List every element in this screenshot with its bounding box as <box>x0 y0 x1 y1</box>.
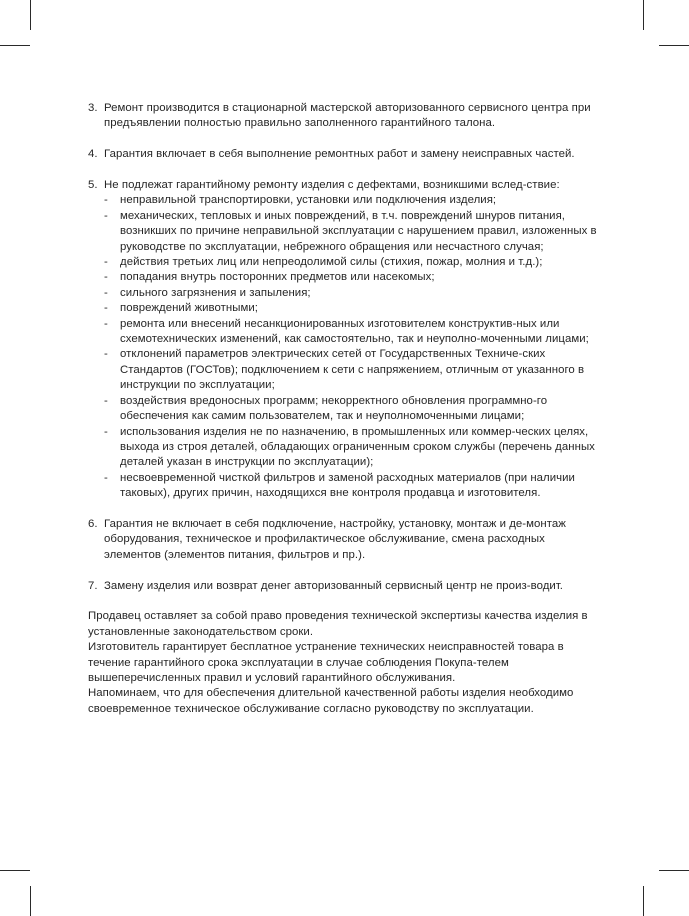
bullet-dash: - <box>104 302 108 315</box>
list-item <box>88 471 598 502</box>
bullet-dash: - <box>104 256 108 269</box>
crop-mark-bottom-right-vertical <box>643 886 644 916</box>
crop-mark-top-left-horizontal <box>0 45 30 46</box>
list-item <box>88 209 598 255</box>
list-item <box>88 255 598 270</box>
list-item-text: неправильной транспортировки, установки или подключения изделия; <box>120 194 497 207</box>
bullet-dash: - <box>104 425 108 438</box>
list-item-text: попадания внутрь посторонних предметов или насекомых; <box>120 271 435 284</box>
item-text: Гарантия включает в себя выполнение ремонтных работ и замену неисправных частей. <box>104 148 575 161</box>
list-item-text: сильного загрязнения и запыления; <box>120 286 311 299</box>
crop-mark-bottom-right-horizontal <box>659 870 689 871</box>
list-item-text: действия третьих лиц или непреодолимой силы (стихия, пожар, молния и т.д.); <box>120 256 543 269</box>
item-number: 3. <box>88 102 98 114</box>
terms-item-3 <box>88 101 598 132</box>
closing-paragraph-repair-guarantee: Изготовитель гарантирует бесплатное устранение технических неисправностей товара в течение гарантийного срока эксплуатации в случае соблюдения Покупа-телем вышеперечисленных правил и условий гарантийного обслуживания. <box>88 641 564 684</box>
list-item-text: использования изделия не по назначению, в промышленных или коммер-ческих целях, выхода из строя деталей, обладающих ограниченным сроком службы (перечень данных деталей указан в инструкции по эксплуатации); <box>120 425 595 469</box>
exclusions-list <box>88 193 598 501</box>
bullet-dash: - <box>104 317 108 330</box>
bullet-dash: - <box>104 348 108 361</box>
terms-item-7 <box>88 579 598 594</box>
bullet-dash: - <box>104 394 108 407</box>
bullet-dash: - <box>104 471 108 484</box>
warranty-terms <box>88 101 598 717</box>
list-item-text: повреждений животными; <box>120 302 259 315</box>
list-item <box>88 286 598 301</box>
terms-item-6 <box>88 517 598 563</box>
list-item <box>88 425 598 471</box>
bullet-dash: - <box>104 271 108 284</box>
item-number: 5. <box>88 179 98 191</box>
closing-paragraph-expertise: Продавец оставляет за собой право проведения технической экспертизы качества изделия в установленные законодательством сроки. <box>88 610 588 638</box>
terms-item-5 <box>88 178 598 193</box>
crop-mark-top-left-vertical <box>30 0 31 30</box>
list-item-text: механических, тепловых и иных повреждений, в т.ч. повреждений шнуров питания, возникших по причине неправильной эксплуатации с нарушением правил, изложенных в руководстве по эксплуатации, небрежного обращения или несчастного случая; <box>120 209 597 253</box>
bullet-dash: - <box>104 209 108 222</box>
item-number: 4. <box>88 148 98 161</box>
item-text: Ремонт производится в стационарной мастерской авторизованного сервисного центра при предъявлении полностью правильно заполненного гарантийного талона. <box>104 102 591 130</box>
crop-mark-top-right-vertical <box>643 0 644 30</box>
closing-paragraph-maintenance: Напоминаем, что для обеспечения длительной качественной работы изделия необходимо своевременное техническое обслуживание согласно руководству по эксплуатации. <box>88 687 574 715</box>
list-item <box>88 301 598 316</box>
list-item-text: отклонений параметров электрических сетей от Государственных Техниче-ских Стандартов (ГОСТов); подключением к сети с напряжением, отличным от указанного в инструкции по эксплуатации; <box>120 348 585 392</box>
item-text: Гарантия не включает в себя подключение, настройку, установку, монтаж и де-монтаж оборудования, техническое и профилактическое обслуживание, смена расходных элементов (элементов питания, фильтров и пр.). <box>104 517 566 561</box>
list-item <box>88 193 598 208</box>
item-number: 6. <box>88 517 98 530</box>
list-item <box>88 270 598 285</box>
bullet-dash: - <box>104 194 108 207</box>
crop-mark-bottom-left-vertical <box>30 886 31 916</box>
list-item <box>88 317 598 348</box>
list-item <box>88 394 598 425</box>
bullet-dash: - <box>104 286 108 299</box>
item-text: Замену изделия или возврат денег авторизованный сервисный центр не произ-водит. <box>104 579 564 592</box>
list-item-text: ремонта или внесений несанкционированных изготовителем конструктив-ных или схемотехнических изменений, как самостоятельно, так и неуполно-моченными лицами; <box>120 317 589 346</box>
terms-item-4 <box>88 147 598 162</box>
crop-mark-bottom-left-horizontal <box>0 870 30 871</box>
item-text: Не подлежат гарантийному ремонту изделия с дефектами, возникшими вслед-ствие: <box>104 179 560 191</box>
list-item <box>88 347 598 393</box>
list-item-text: воздействия вредоносных программ; некорректного обновления программно-го обеспечения как самим пользователем, так и неуполномоченными лицами; <box>120 394 548 423</box>
list-item-text: несвоевременной чисткой фильтров и заменой расходных материалов (при наличии таковых), других причин, находящихся вне контроля продавца и изготовителя. <box>120 471 575 500</box>
crop-mark-top-right-horizontal <box>659 45 689 46</box>
item-number: 7. <box>88 579 98 592</box>
